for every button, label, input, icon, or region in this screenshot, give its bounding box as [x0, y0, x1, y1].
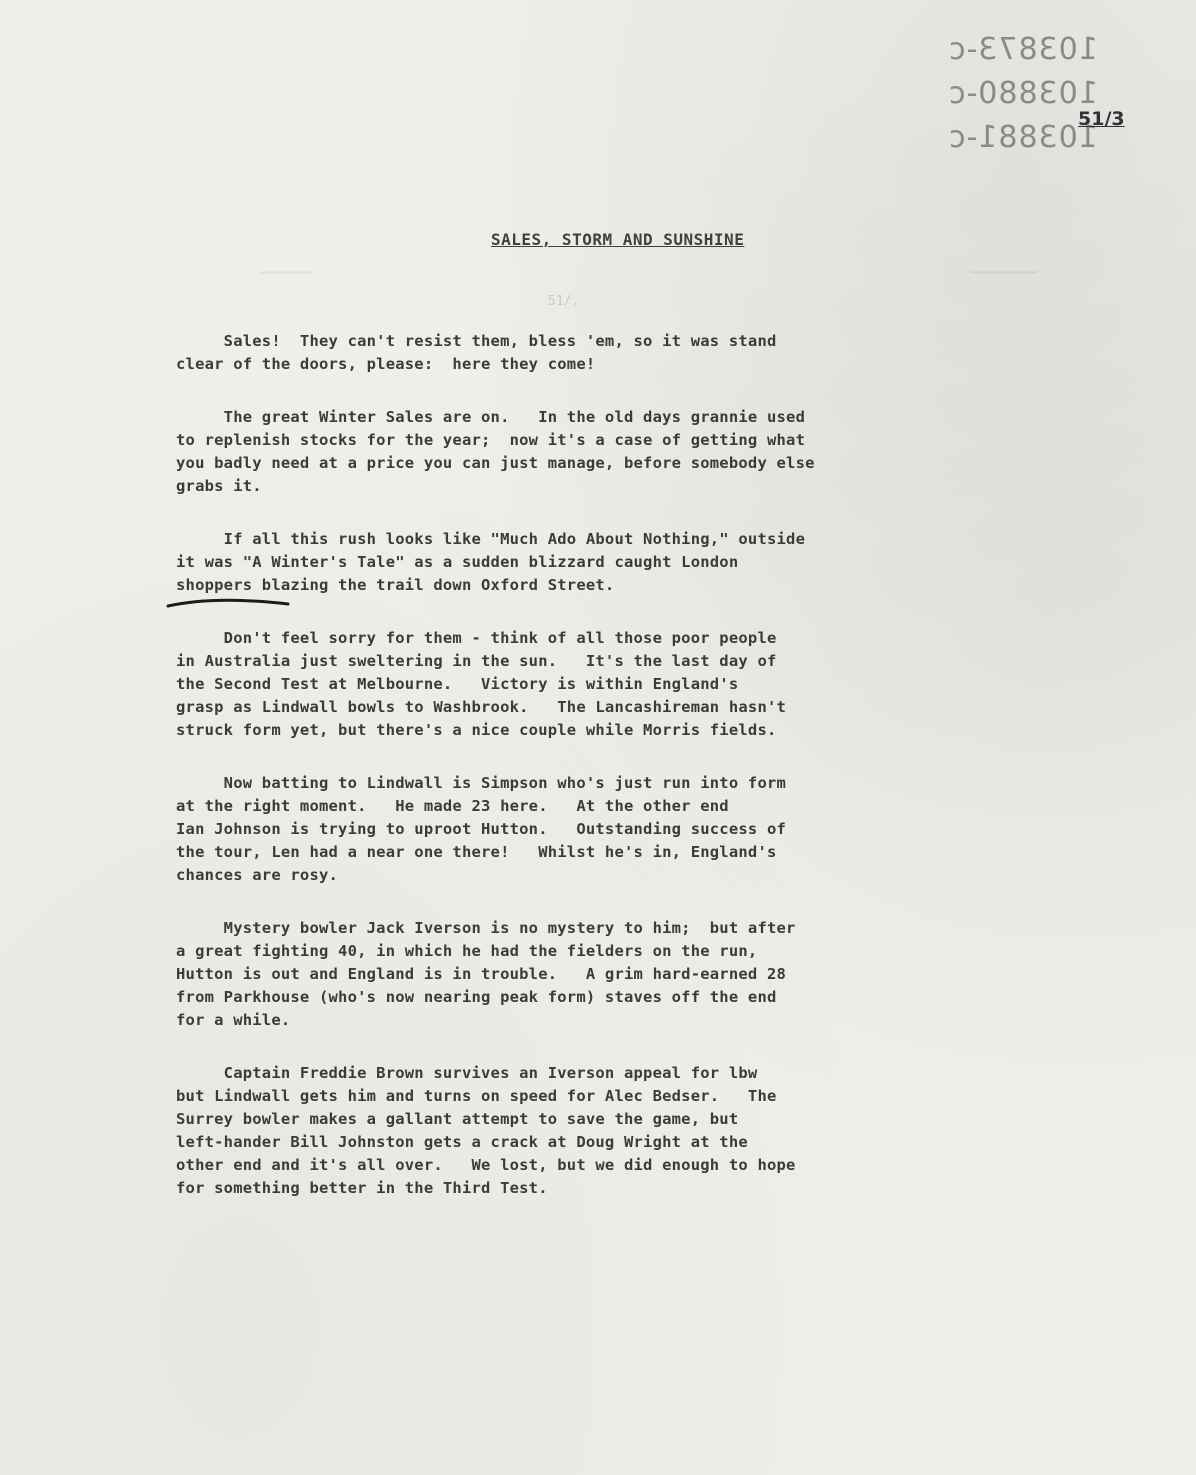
text-line: shoppers blazing the trail down Oxford Street.	[176, 576, 615, 594]
text-line: grabs it.	[176, 477, 262, 495]
text-line: If all this rush looks like "Much Ado About Nothing," outside	[176, 530, 806, 548]
paragraph	[176, 330, 1016, 376]
text-line: grasp as Lindwall bowls to Washbrook. The Lancashireman hasn't	[176, 698, 787, 716]
paragraph	[176, 528, 1016, 597]
text-line: from Parkhouse (who's now nearing peak form) staves off the end	[176, 988, 777, 1006]
paragraph	[176, 1062, 1016, 1200]
text-line: Now batting to Lindwall is Simpson who's just run into form	[176, 774, 787, 792]
text-line: to replenish stocks for the year; now it's a case of getting what	[176, 431, 806, 449]
text-line: Hutton is out and England is in trouble. A grim hard-earned 28	[176, 965, 787, 983]
text-line: The great Winter Sales are on. In the old days grannie used	[176, 408, 806, 426]
reference-number: 103880-c	[948, 76, 1098, 111]
text-line: Don't feel sorry for them - think of all those poor people	[176, 629, 777, 647]
faint-page-mark: 51/.	[548, 294, 580, 309]
reference-numbers	[948, 28, 1138, 160]
text-line: chances are rosy.	[176, 866, 339, 884]
reference-number: 103881-c	[948, 120, 1098, 155]
text-line: but Lindwall gets him and turns on speed for Alec Bedser. The	[176, 1087, 777, 1105]
text-line: it was "A Winter's Tale" as a sudden blizzard caught London	[176, 553, 739, 571]
text-line: for a while.	[176, 1011, 291, 1029]
text-line: left-hander Bill Johnston gets a crack at Doug Wright at the	[176, 1133, 748, 1151]
paragraph	[176, 406, 1016, 498]
text-line: Sales! They can't resist them, bless 'em, so it was stand	[176, 332, 777, 350]
text-line: you badly need at a price you can just manage, before somebody else	[176, 454, 815, 472]
page-mark: 51/3	[1078, 108, 1125, 130]
text-line: Ian Johnson is trying to uproot Hutton. Outstanding success of	[176, 820, 787, 838]
text-line: clear of the doors, please: here they come!	[176, 355, 596, 373]
text-line: Captain Freddie Brown survives an Iverson appeal for lbw	[176, 1064, 758, 1082]
text-line: Surrey bowler makes a gallant attempt to save the game, but	[176, 1110, 739, 1128]
text-line: in Australia just sweltering in the sun. It's the last day of	[176, 652, 777, 670]
text-line: for something better in the Third Test.	[176, 1179, 548, 1197]
pen-underline-mark	[166, 596, 290, 610]
paragraph	[176, 772, 1016, 887]
body-text	[176, 330, 1016, 1230]
bleed-through-decoration: ▁▁▁▁▁▁	[260, 258, 311, 274]
text-line: the Second Test at Melbourne. Victory is within England's	[176, 675, 739, 693]
text-line: a great fighting 40, in which he had the fielders on the run,	[176, 942, 758, 960]
reference-number: 103873-c	[948, 32, 1098, 67]
paragraph	[176, 917, 1016, 1032]
document-title: SALES, STORM AND SUNSHINE	[491, 230, 745, 249]
text-line: at the right moment. He made 23 here. At the other end	[176, 797, 729, 815]
text-line: the tour, Len had a near one there! Whilst he's in, England's	[176, 843, 777, 861]
text-line: other end and it's all over. We lost, but we did enough to hope	[176, 1156, 796, 1174]
text-line: Mystery bowler Jack Iverson is no mystery to him; but after	[176, 919, 796, 937]
paragraph	[176, 627, 1016, 742]
text-line: struck form yet, but there's a nice couple while Morris fields.	[176, 721, 777, 739]
bleed-through-decoration: ▁▁▁▁▁▁▁▁	[970, 258, 1038, 274]
